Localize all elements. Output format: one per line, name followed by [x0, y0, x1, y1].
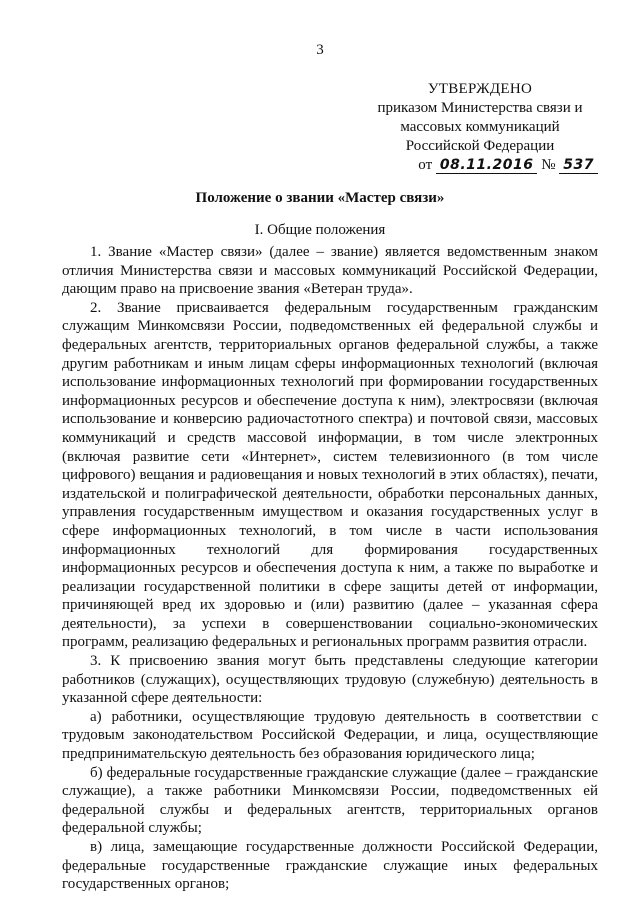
- paragraph-2: 2. Звание присваивается федеральным государственным гражданским служащим Минкомсвязи России, подведомственных ей федеральной службы и федеральных агентств, территориальных органов федеральной службы, а также другим работникам и иным лицам сферы информационных технологий (включая использование информационных технологий при формировании государственных информационных ресурсов и обеспечение доступа к ним), электросвязи (включая использование и конверсию радиочастотного спектра) и почтовой связи, массовых коммуникаций и средств массовой информации, в том числе электронных (включая развитие сети «Интернет», систем телевизионного (в том числе цифрового) вещания и радиовещания и новых технологий в этих областях), печати, издательской и полиграфической деятельности, обработки персональных данных, управления государственным имуществом и оказания государственных услуг в сфере информационных технологий, в том числе в части использования информационных технологий для формирования государственных информационных ресурсов и обеспечения доступа к ним, а также по выработке и реализации государственной политики в сфере защиты детей от информации, причиняющей вред их здоровью и (или) развитию (далее – указанная сфера деятельности), за успехи в совершенствовании социально-экономических программ, реализацию федеральных и региональных программ развития отрасли.: [62, 299, 598, 651]
- handwritten-date: 08.11.2016: [436, 157, 538, 174]
- approval-dateline: [360, 156, 600, 175]
- page-number: 3: [316, 42, 324, 58]
- number-prefix: №: [541, 157, 556, 173]
- approval-heading: УТВЕРЖДЕНО: [427, 81, 533, 97]
- approval-block: [360, 80, 600, 175]
- paragraph-3: 3. К присвоению звания могут быть представлены следующие категории работников (служащих), осуществляющих трудовую (служебную) деятельность в указанной сфере деятельности:: [62, 653, 598, 707]
- section-title: I. Общие положения: [254, 222, 386, 238]
- document-body: [62, 243, 598, 894]
- approval-line: Российской Федерации: [405, 138, 555, 154]
- paragraph-1: 1. Звание «Мастер связи» (далее – звание) является ведомственным знаком отличия Министерства связи и массовых коммуникаций Российской Федерации, дающим право на присвоение звания «Ветеран труда».: [62, 244, 598, 298]
- paragraph-3a: а) работники, осуществляющие трудовую деятельность в соответствии с трудовым законодательством Российской Федерации, и лица, осуществляющие предпринимательскую деятельность без образования юридического лица;: [62, 708, 598, 763]
- date-prefix: от: [418, 157, 433, 173]
- document-title: Положение о звании «Мастер связи»: [195, 190, 445, 206]
- handwritten-number: 537: [559, 157, 598, 174]
- paragraph-3b: б) федеральные государственные гражданские служащие (далее – гражданские служащие), а также работники Минкомсвязи России, подведомственных ей федеральной службы и федеральных агентств, территориальных органов федеральной службы;: [62, 764, 598, 837]
- paragraph-3v: в) лица, замещающие государственные должности Российской Федерации, федеральные государственные гражданские служащие иных федеральных государственных органов;: [62, 839, 598, 893]
- approval-line: массовых коммуникаций: [400, 119, 560, 135]
- approval-line: приказом Министерства связи и: [377, 100, 583, 116]
